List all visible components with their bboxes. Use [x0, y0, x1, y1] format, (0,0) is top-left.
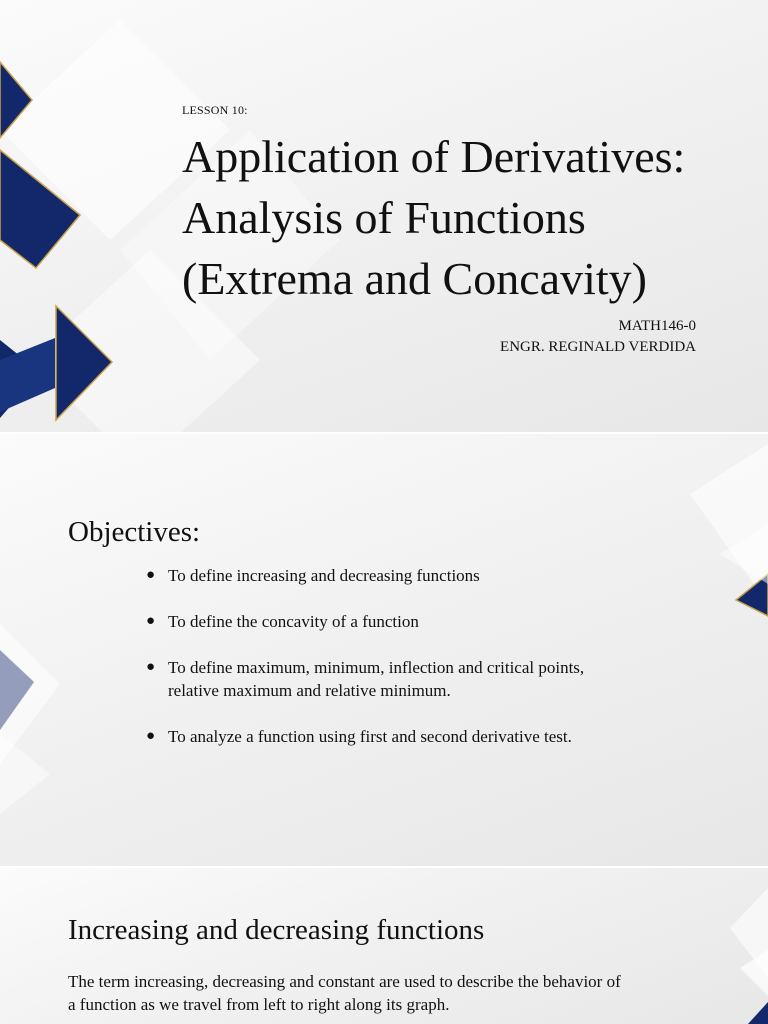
bullet-icon: ●	[146, 567, 156, 583]
objectives-slide	[0, 434, 768, 866]
content-slide	[0, 868, 768, 1024]
lesson-title	[182, 126, 762, 309]
bullet-icon: ●	[146, 613, 156, 629]
bullet-icon: ●	[146, 728, 156, 744]
title-slide	[0, 0, 768, 432]
lesson-label: LESSON 10:	[182, 103, 248, 117]
decorative-shapes	[0, 434, 768, 866]
title-line-3: (Extrema and Concavity)	[182, 253, 647, 304]
title-line-2: Analysis of Functions	[182, 192, 586, 243]
section-heading: Increasing and decreasing functions	[68, 914, 485, 946]
objective-text: To define the concavity of a function	[168, 612, 419, 631]
objectives-heading: Objectives:	[68, 516, 201, 548]
objective-text: To define increasing and decreasing functions	[168, 566, 480, 585]
section-body: The term increasing, decreasing and constant are used to describe the behavior of a function as we travel from left to right along its graph.	[68, 972, 621, 1014]
course-info	[500, 316, 696, 358]
instructor-name: ENGR. REGINALD VERDIDA	[500, 339, 696, 355]
objective-text: To analyze a function using first and second derivative test.	[168, 727, 572, 746]
objective-text: To define maximum, minimum, inflection and critical points, relative maximum and relative minimum.	[168, 658, 585, 700]
course-code: MATH146-0	[618, 318, 696, 334]
bullet-icon: ●	[146, 659, 156, 675]
title-line-1: Application of Derivatives:	[182, 131, 686, 182]
